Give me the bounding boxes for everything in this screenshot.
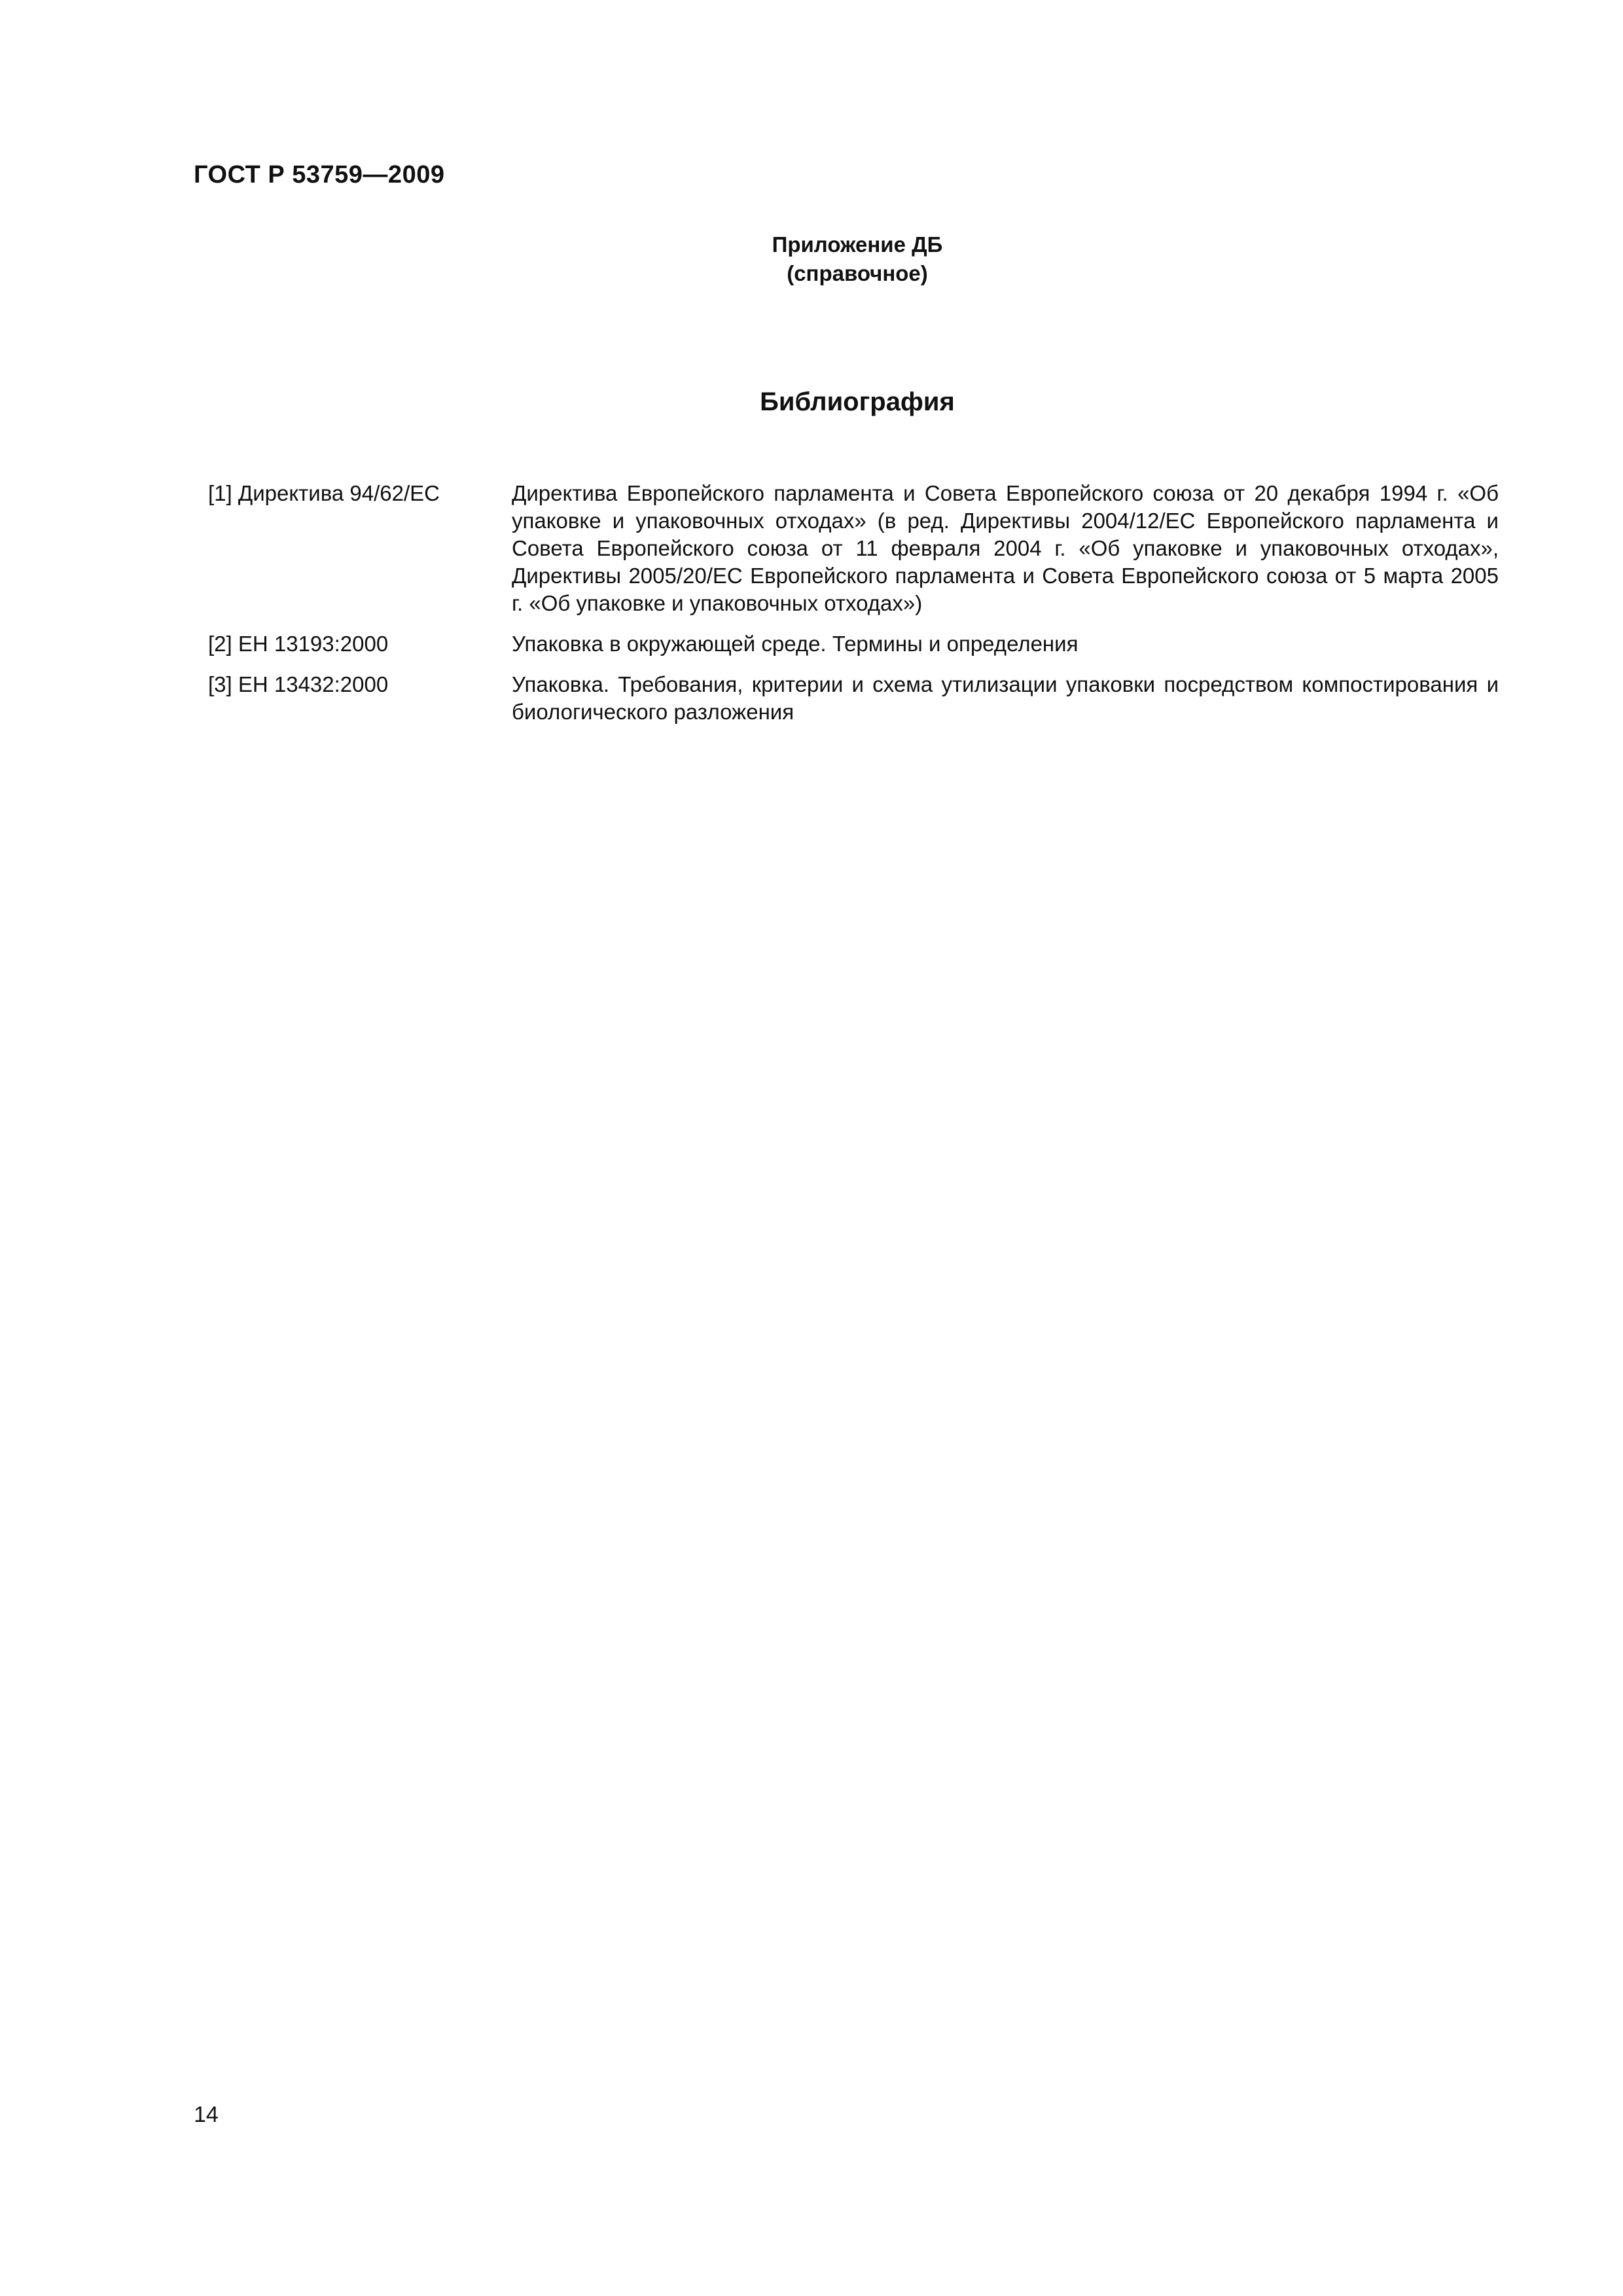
bibliography-entry — [208, 630, 1499, 658]
bibliography-entry — [208, 671, 1499, 726]
bibliography-heading: Библиография — [760, 387, 955, 416]
bibliography-description: Упаковка в окружающей среде. Термины и определения — [512, 632, 1079, 656]
bibliography-entry — [208, 480, 1499, 617]
bibliography-ref: [1] Директива 94/62/ЕС — [208, 481, 440, 505]
bibliography-ref: [3] ЕН 13432:2000 — [208, 672, 389, 696]
page-number: 14 — [194, 2102, 219, 2127]
bibliography-description: Упаковка. Требования, критерии и схема утилизации упаковки посредством компостирования и биологического разложения — [512, 672, 1499, 724]
bibliography-description: Директива Европейского парламента и Совета Европейского союза от 20 декабря 1994 г. «Об упаковке и упаковочных отходах» (в ред. Директивы 2004/12/ЕС Европейского парламента и Совета Европейского союза от 11 февраля 2004 г. «Об упаковке и упаковочных отходах», Директивы 2005/20/ЕС Европейского парламента и Совета Европейского союза от 5 марта 2005 г. «Об упаковке и упаковочных отходах») — [512, 481, 1499, 615]
bibliography-list — [208, 480, 1499, 726]
annex-type: (справочное) — [787, 261, 928, 285]
annex-title: Приложение ДБ — [772, 232, 943, 257]
document-code: ГОСТ Р 53759—2009 — [194, 161, 445, 188]
bibliography-ref: [2] ЕН 13193:2000 — [208, 632, 389, 656]
